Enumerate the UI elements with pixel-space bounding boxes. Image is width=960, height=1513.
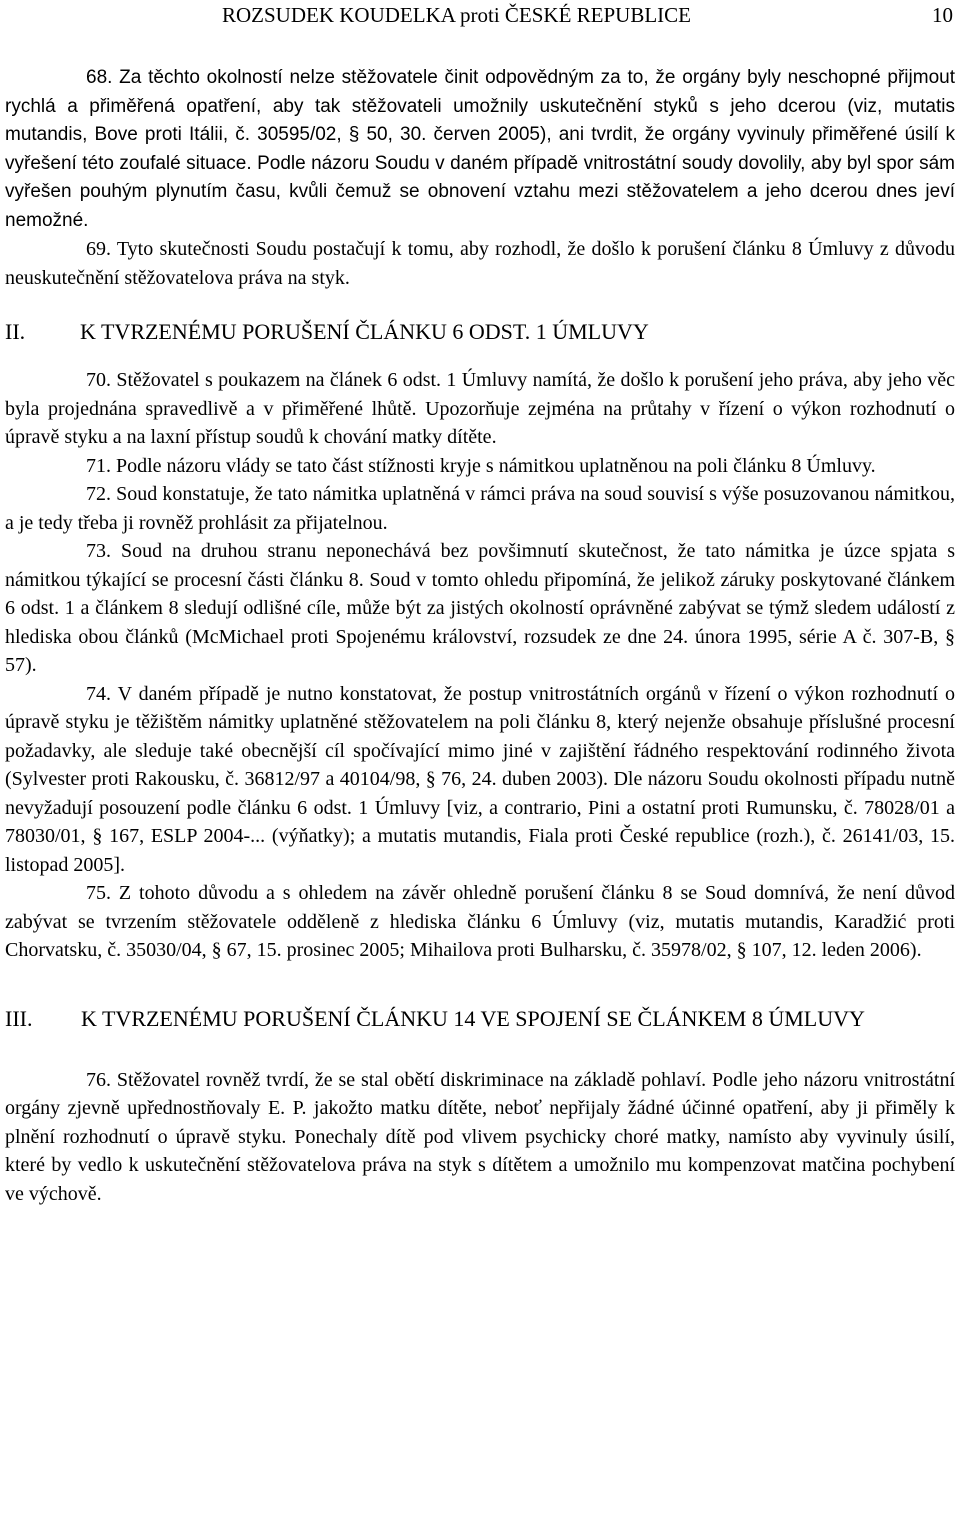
- section-heading-ii: [5, 314, 955, 349]
- paragraph-75: 75. Z tohoto důvodu a s ohledem na závěr ohledně porušení článku 8 se Soud domnívá, že není důvod zabývat se tvrzením stěžovatele odděleně z hlediska článku 6 Úmluvy (viz, mutatis mutandis, Karadžić proti Chorvatsku, č. 35030/04, § 67, 15. prosinec 2005; Mihailova proti Bulharsku, č. 35978/02, § 107, 12. leden 2006).: [5, 882, 955, 961]
- paragraph-74: 74. V daném případě je nutno konstatovat, že postup vnitrostátních orgánů v řízení o výkon rozhodnutí o úpravě styku je těžištěm námitky uplatněné stěžovatelem na poli článku 8, který nejenže obsahuje příslušné procesní požadavky, ale sleduje také obecnější cíl spočívající mimo jiné v zajištění řádného respektování rodinného života (Sylvester proti Rakousku, č. 36812/97 a 40104/98, § 76, 24. duben 2003). Dle názoru Soudu okolnosti případu nutně nevyžadují posouzení podle článku 6 odst. 1 Úmluvy [viz, a contrario, Pini a ostatní proti Rumunsku, č. 78028/01 a 78030/01, § 167, ESLP 2004-... (výňatky); a mutatis mutandis, Fiala proti České republice (rozh.), č. 26141/03, 15. listopad 2005].: [5, 682, 955, 876]
- section-number: III.: [5, 1005, 33, 1031]
- paragraph-68: 68. Za těchto okolností nelze stěžovatele činit odpovědným za to, že orgány byly neschopné přijmout rychlá a přiměřená opatření, aby tak stěžovateli umožnily uskutečnění styků s jeho dcerou (viz, mutatis mutandis, Bove proti Itálii, č. 30595/02, § 50, 30. červen 2005), ani tvrdit, že orgány vyvinuly přiměřené úsilí k vyřešení této zoufalé situace. Podle názoru Soudu v daném případě vnitrostátní soudy dovolily, aby byl spor sám vyřešen pouhým plynutím času, kvůli čemuž se obnovení vztahu mezi stěžovatelem a jeho dcerou dnes jeví nemožné.: [5, 67, 955, 231]
- document-title: ROZSUDEK KOUDELKA proti ČESKÉ REPUBLICE: [222, 3, 692, 27]
- paragraph-73: 73. Soud na druhou stranu neponechává bez povšimnutí skutečnost, že tato námitka je úzce spjata s námitkou týkající se procesní části článku 8. Soud v tomto ohledu připomíná, že jelikož záruky poskytované článkem 6 odst. 1 a článkem 8 sledují odlišné cíle, může být za jistých okolností oprávněné zabývat se týmž sledem událostí z hlediska obou článků (McMichael proti Spojenému království, rozsudek ze dne 24. února 1995, série A č. 307-B, § 57).: [5, 540, 955, 676]
- section-title: K TVRZENÉMU PORUŠENÍ ČLÁNKU 14 VE SPOJENÍ SE ČLÁNKEM 8 ÚMLUVY: [81, 1005, 865, 1031]
- section-heading-iii: [5, 1001, 955, 1036]
- running-header: [0, 0, 960, 30]
- section-title: K TVRZENÉMU PORUŠENÍ ČLÁNKU 6 ODST. 1 ÚMLUVY: [80, 319, 649, 344]
- paragraph-69: 69. Tyto skutečnosti Soudu postačují k tomu, aby rozhodl, že došlo k porušení článku 8 Úmluvy z důvodu neuskutečnění stěžovatelova práva na styk.: [5, 238, 955, 289]
- page-number: 10: [932, 3, 953, 27]
- paragraph-72: 72. Soud konstatuje, že tato námitka uplatněná v rámci práva na soud souvisí s výše posuzovanou námitkou, a je tedy třeba ji rovněž prohlásit za přijatelnou.: [5, 483, 955, 534]
- document-body: [5, 64, 955, 1208]
- paragraph-76: 76. Stěžovatel rovněž tvrdí, že se stal obětí diskriminace na základě pohlaví. Podle jeho názoru vnitrostátní orgány zjevně upřednostňovaly E. P. jakožto matku dítěte, neboť nepřijaly žádné účinné opatření, aby ji přiměly k plnění rozhodnutí o úpravě styku. Ponechaly dítě pod vlivem psychicky choré matky, namísto aby vyvinuly úsilí, které by vedlo k uskutečnění stěžovatelova práva na styk s dítětem a umožnilo mu kompenzovat matčina pochybení ve výchově.: [5, 1068, 955, 1205]
- paragraph-70: 70. Stěžovatel s poukazem na článek 6 odst. 1 Úmluvy namítá, že došlo k porušení jeho práva, aby jeho věc byla projednána spravedlivě a v přiměřené lhůtě. Upozorňuje zejména na průtahy v řízení o výkon rozhodnutí o úpravě styku a na laxní přístup soudů k chování matky dítěte.: [5, 369, 955, 448]
- section-number: II.: [5, 319, 26, 344]
- paragraph-71: 71. Podle názoru vlády se tato část stížnosti kryje s námitkou uplatněnou na poli článku 8 Úmluvy.: [86, 454, 876, 477]
